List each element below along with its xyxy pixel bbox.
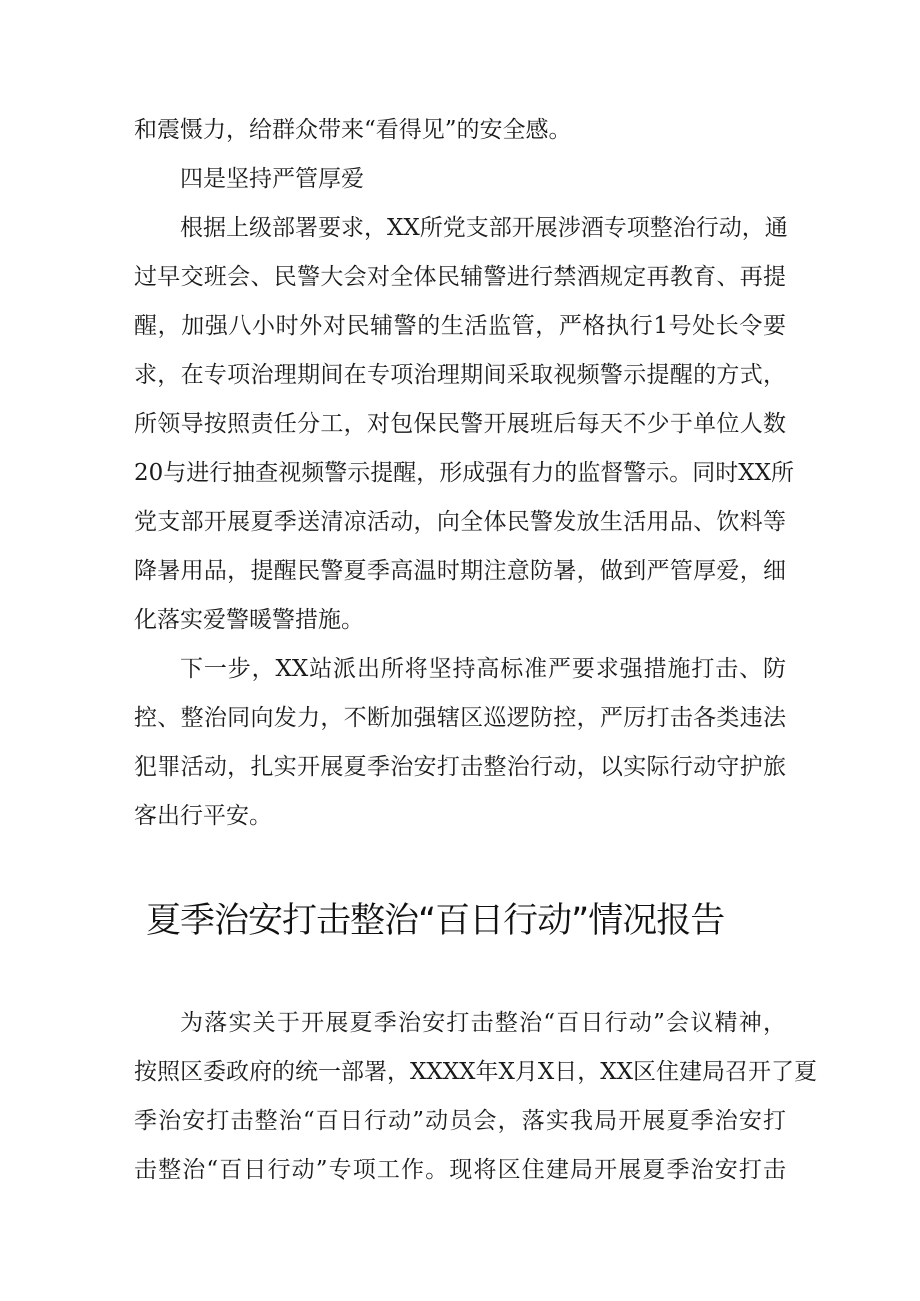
paragraph-line: 季治安打击整治“百日行动”动员会，落实我局开展夏季治安打 <box>134 1108 786 1134</box>
section-heading: 四是坚持严管厚爱 <box>180 166 364 192</box>
paragraph-line: 按照区委政府的统一部署，XXXX年X月X日，XX区住建局召开了夏 <box>134 1059 817 1085</box>
paragraph-line: 击整治“百日行动”专项工作。现将区住建局开展夏季治安打击 <box>134 1157 786 1183</box>
paragraph-line: 醒，加强八小时外对民辅警的生活监管，严格执行1号处长令要 <box>134 313 786 339</box>
paragraph-line: 为落实关于开展夏季治安打击整治“百日行动”会议精神， <box>180 1010 786 1036</box>
paragraph-line: 化落实爱警暖警措施。 <box>134 607 364 633</box>
paragraph-line: 根据上级部署要求，XX所党支部开展涉酒专项整治行动，通 <box>180 215 788 241</box>
paragraph-line: 和震慑力，给群众带来“看得见”的安全感。 <box>134 117 572 143</box>
paragraph-line: 犯罪活动，扎实开展夏季治安打击整治行动，以实际行动守护旅 <box>134 754 786 780</box>
paragraph-line: 所领导按照责任分工，对包保民警开展班后每天不少于单位人数 <box>134 411 786 437</box>
report-title: 夏季治安打击整治“百日行动”情况报告 <box>146 901 725 941</box>
paragraph-line: 党支部开展夏季送清凉活动，向全体民警发放生活用品、饮料等 <box>134 509 786 535</box>
paragraph-line: 过早交班会、民警大会对全体民辅警进行禁酒规定再教育、再提 <box>134 264 786 290</box>
paragraph-line: 降暑用品，提醒民警夏季高温时期注意防暑，做到严管厚爱，细 <box>134 558 786 584</box>
paragraph-line: 20与进行抽查视频警示提醒，形成强有力的监督警示。同时XX所 <box>134 460 795 486</box>
paragraph-line: 下一步，XX站派出所将坚持高标准严要求强措施打击、防 <box>180 656 786 682</box>
paragraph-line: 求，在专项治理期间在专项治理期间采取视频警示提醒的方式， <box>134 362 786 388</box>
paragraph-line: 控、整治同向发力，不断加强辖区巡逻防控，严厉打击各类违法 <box>134 705 786 731</box>
paragraph-line: 客出行平安。 <box>134 803 272 829</box>
